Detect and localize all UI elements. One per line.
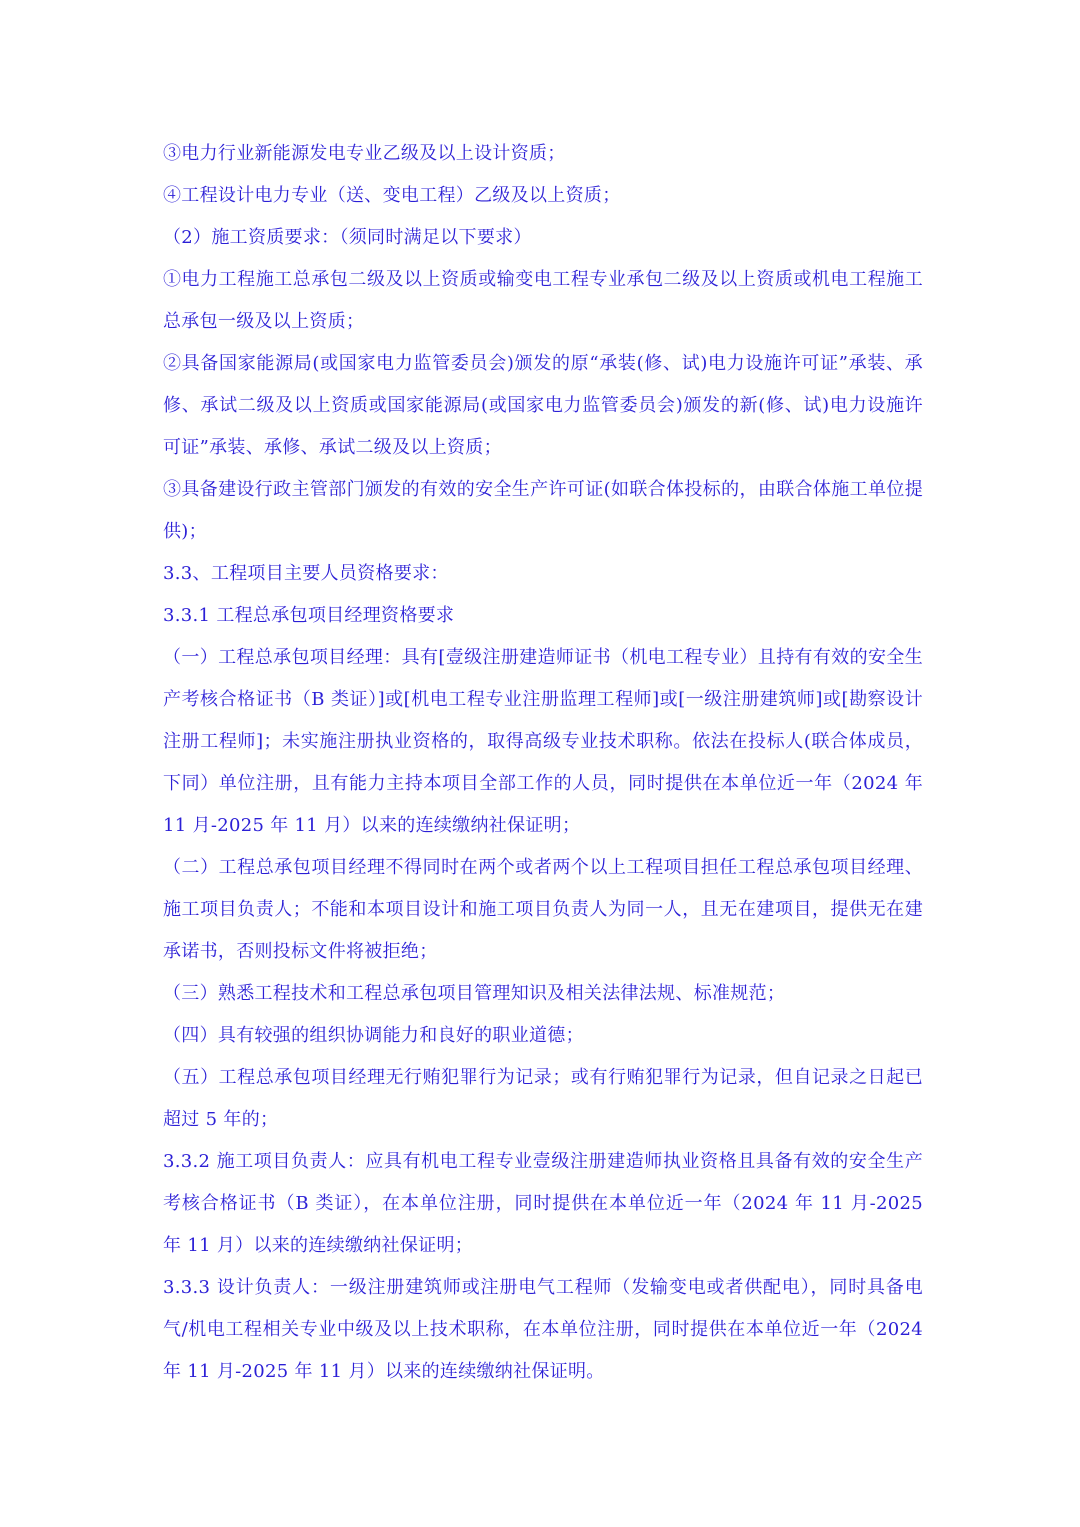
paragraph-design-lead-3-3-3: 3.3.3 设计负责人：一级注册建筑师或注册电气工程师（发输变电或者供配电），同时具备电气/机电工程相关专业中级及以上技术职称，在本单位注册，同时提供在本单位近一年（2024 年 11 月-2025 年 11 月）以来的连续缴纳社保证明。 [163,1277,923,1382]
paragraph-pm-requirement-3: （三）熟悉工程技术和工程总承包项目管理知识及相关法律法规、标准规范； [163,983,786,1004]
section-heading-3-3: 3.3、工程项目主要人员资格要求： [163,563,449,584]
section-heading-3-3-1: 3.3.1 工程总承包项目经理资格要求 [163,605,455,626]
paragraph-construction-qualification-heading: （2）施工资质要求：（须同时满足以下要求） [163,227,532,248]
paragraph-pm-requirement-4: （四）具有较强的组织协调能力和良好的职业道德； [163,1025,584,1046]
paragraph-construction-qualification-2: ②具备国家能源局(或国家电力监管委员会)颁发的原“承装(修、试)电力设施许可证”承装、承修、承试二级及以上资质或国家能源局(或国家电力监管委员会)颁发的新(修、试)电力设施许可证”承装、承修、承试二级及以上资质； [163,353,923,458]
paragraph-construction-qualification-1: ①电力工程施工总承包二级及以上资质或输变电工程专业承包二级及以上资质或机电工程施工总承包一级及以上资质； [163,269,923,332]
paragraph-pm-requirement-1: （一）工程总承包项目经理：具有[壹级注册建造师证书（机电工程专业）且持有有效的安全生产考核合格证书（B 类证）]或[机电工程专业注册监理工程师]或[一级注册建筑师]或[勘察设计注册工程师]；未实施注册执业资格的，取得高级专业技术职称。依法在投标人(联合体成员，下同）单位注册，且有能力主持本项目全部工作的人员，同时提供在本单位近一年（2024 年 11 月-2025 年 11 月）以来的连续缴纳社保证明； [163,647,923,836]
paragraph-design-qualification-4: ④工程设计电力专业（送、变电工程）乙级及以上资质； [163,185,621,206]
paragraph-pm-requirement-5: （五）工程总承包项目经理无行贿犯罪行为记录；或有行贿犯罪行为记录，但自记录之日起已超过 5 年的； [163,1067,923,1130]
paragraph-construction-lead-3-3-2: 3.3.2 施工项目负责人：应具有机电工程专业壹级注册建造师执业资格且具备有效的安全生产考核合格证书（B 类证），在本单位注册，同时提供在本单位近一年（2024 年 11 月-2025 年 11 月）以来的连续缴纳社保证明； [163,1151,923,1256]
document-body [163,133,923,1393]
paragraph-design-qualification-3: ③电力行业新能源发电专业乙级及以上设计资质； [163,143,566,164]
paragraph-pm-requirement-2: （二）工程总承包项目经理不得同时在两个或者两个以上工程项目担任工程总承包项目经理、施工项目负责人；不能和本项目设计和施工项目负责人为同一人，且无在建项目，提供无在建承诺书，否则投标文件将被拒绝； [163,857,923,962]
paragraph-construction-qualification-3: ③具备建设行政主管部门颁发的有效的安全生产许可证(如联合体投标的，由联合体施工单位提供)； [163,479,923,542]
